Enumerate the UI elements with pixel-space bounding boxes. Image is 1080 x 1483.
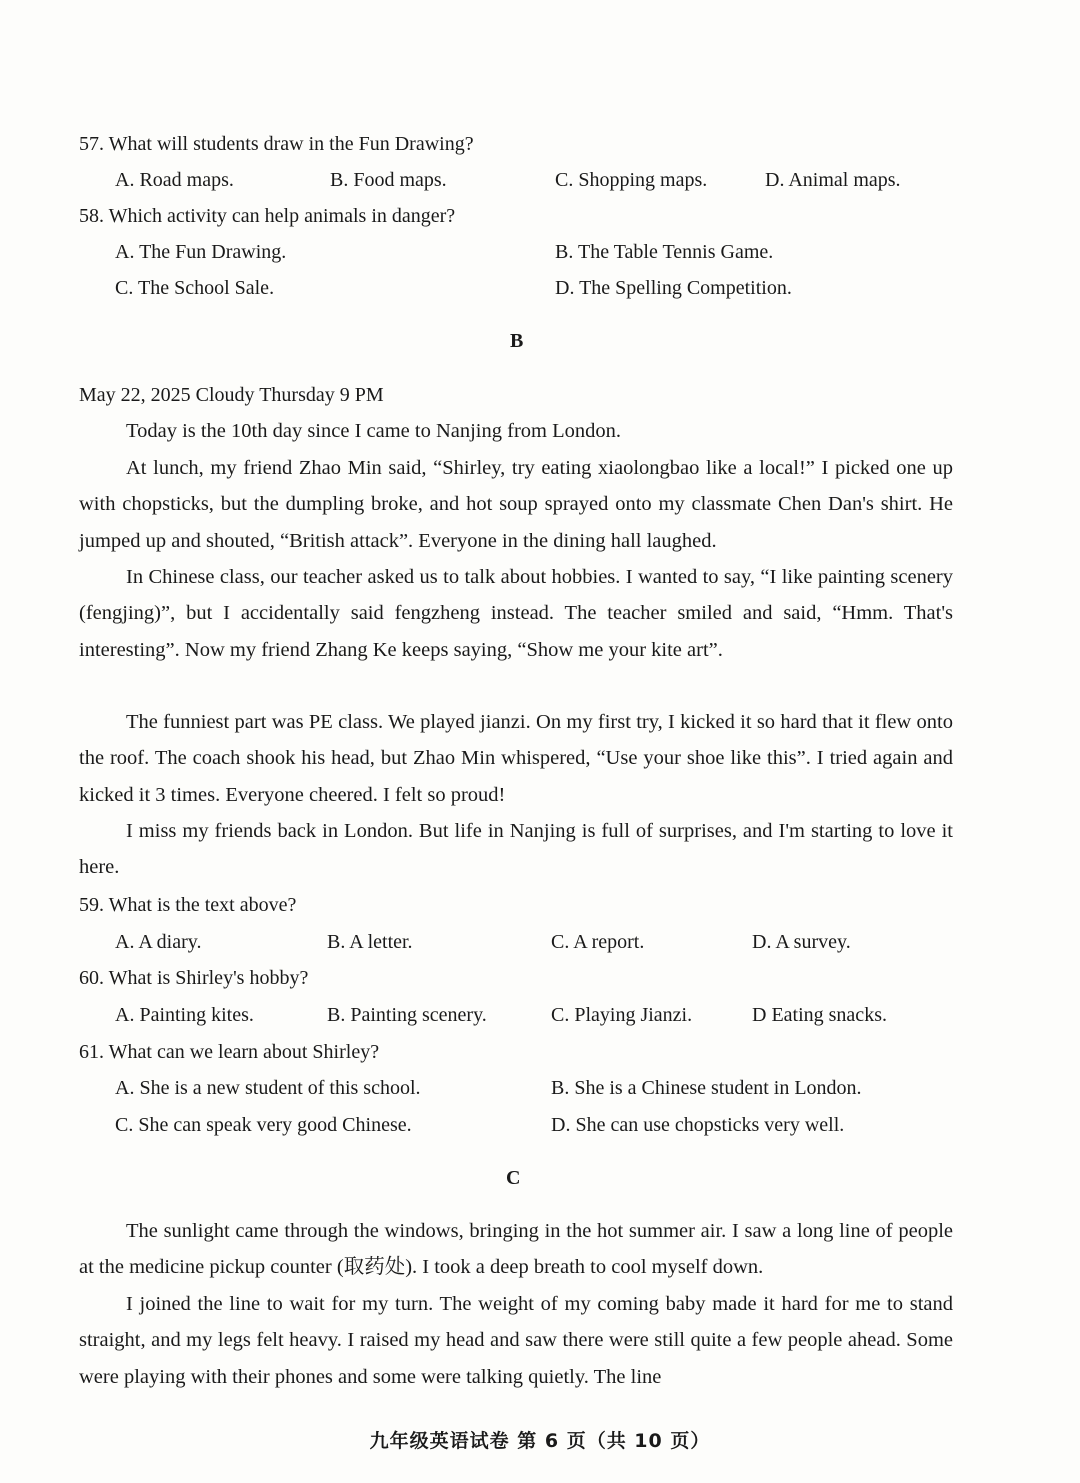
passage-b-paragraph-3: In Chinese class, our teacher asked us to talk about hobbies. I wanted to say, “I like painting scenery (fengjing)”, but I accidentally said fengzheng instead. The teacher smiled and said, “Hmm. That's interesting”. Now my friend Zhang Ke keeps saying, “Show me your kite art”. xyxy=(79,566,953,661)
option-60-d: D Eating snacks. xyxy=(752,1004,887,1026)
question-57: 57. What will students draw in the Fun Drawing? xyxy=(79,133,474,155)
option-58-a: A. The Fun Drawing. xyxy=(115,241,287,263)
option-57-b: B. Food maps. xyxy=(330,169,447,191)
diary-date-line: May 22, 2025 Cloudy Thursday 9 PM xyxy=(79,384,384,406)
passage-c-paragraph-1: The sunlight came through the windows, bringing in the hot summer air. I saw a long line of people at the medicine pickup counter (取药处). I took a deep breath to cool myself down. xyxy=(79,1220,953,1279)
option-61-b: B. She is a Chinese student in London. xyxy=(551,1077,862,1099)
passage-b-paragraph-2: At lunch, my friend Zhao Min said, “Shirley, try eating xiaolongbao like a local!” I picked one up with chopsticks, but the dumpling broke, and hot soup sprayed onto my classmate Chen Dan's shirt. He jumped up and shouted, “British attack”. Everyone in the dining hall laughed. xyxy=(79,457,953,552)
option-58-c: C. The School Sale. xyxy=(115,277,275,299)
option-57-c: C. Shopping maps. xyxy=(555,169,708,191)
option-59-c: C. A report. xyxy=(551,931,645,953)
section-c-heading: C xyxy=(506,1167,521,1189)
option-60-a: A. Painting kites. xyxy=(115,1004,254,1026)
passage-c-paragraph-2: I joined the line to wait for my turn. The weight of my coming baby made it hard for me to stand straight, and my legs felt heavy. I raised my head and saw there were still quite a few people ahead. Some were playing with their phones and some were talking quietly. The line xyxy=(79,1293,953,1388)
option-58-b: B. The Table Tennis Game. xyxy=(555,241,774,263)
question-58: 58. Which activity can help animals in danger? xyxy=(79,205,456,227)
passage-b-paragraph-5: I miss my friends back in London. But life in Nanjing is full of surprises, and I'm starting to love it here. xyxy=(79,820,953,879)
passage-b-paragraph-1: Today is the 10th day since I came to Nanjing from London. xyxy=(126,420,622,442)
option-59-d: D. A survey. xyxy=(752,931,851,953)
section-b-heading: B xyxy=(510,330,524,352)
page-footer: 九年级英语试卷 第 6 页（共 10 页） xyxy=(369,1430,711,1452)
option-60-b: B. Painting scenery. xyxy=(327,1004,487,1026)
option-59-b: B. A letter. xyxy=(327,931,413,953)
question-61: 61. What can we learn about Shirley? xyxy=(79,1041,380,1063)
option-57-a: A. Road maps. xyxy=(115,169,234,191)
option-59-a: A. A diary. xyxy=(115,931,202,953)
option-61-a: A. She is a new student of this school. xyxy=(115,1077,421,1099)
option-60-c: C. Playing Jianzi. xyxy=(551,1004,693,1026)
question-60: 60. What is Shirley's hobby? xyxy=(79,967,309,989)
question-59: 59. What is the text above? xyxy=(79,894,297,916)
option-58-d: D. The Spelling Competition. xyxy=(555,277,792,299)
option-57-d: D. Animal maps. xyxy=(765,169,901,191)
passage-b-paragraph-4: The funniest part was PE class. We played jianzi. On my first try, I kicked it so hard that it flew onto the roof. The coach shook his head, but Zhao Min whispered, “Use your shoe like this”. I tried again and kicked it 3 times. Everyone cheered. I felt so proud! xyxy=(79,711,953,806)
option-61-d: D. She can use chopsticks very well. xyxy=(551,1114,845,1136)
option-61-c: C. She can speak very good Chinese. xyxy=(115,1114,412,1136)
